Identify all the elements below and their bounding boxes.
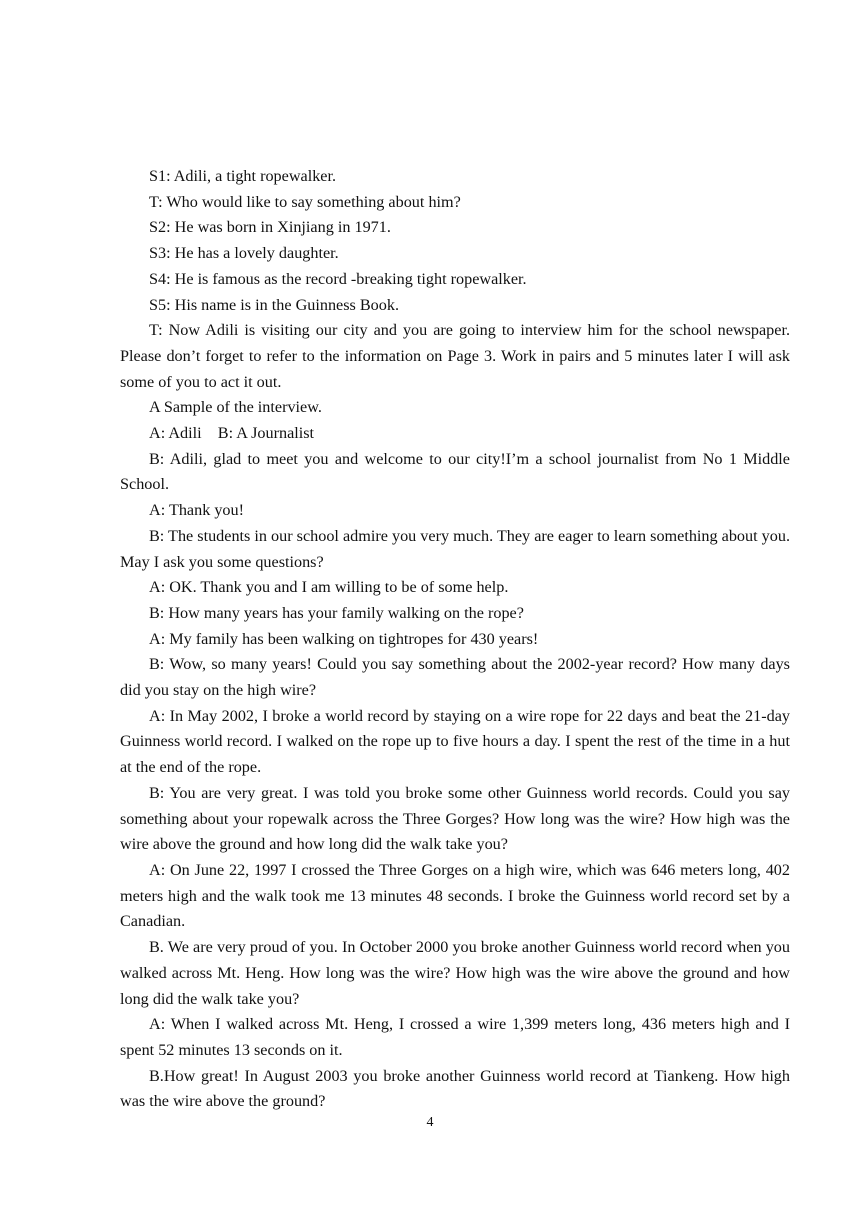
paragraph: B.How great! In August 2003 you broke another Guinness world record at Tiankeng. How high was the wire above the ground? <box>120 1066 790 1111</box>
paragraph: B: How many years has your family walking on the rope? <box>149 603 524 622</box>
paragraph: A: My family has been walking on tightropes for 430 years! <box>149 629 539 648</box>
paragraph: A: When I walked across Mt. Heng, I crossed a wire 1,399 meters long, 436 meters high and I spent 52 minutes 13 seconds on it. <box>120 1015 790 1059</box>
paragraph: S5: His name is in the Guinness Book. <box>149 295 400 314</box>
paragraph: S2: He was born in Xinjiang in 1971. <box>149 218 391 237</box>
paragraph: S3: He has a lovely daughter. <box>149 244 339 263</box>
paragraph: B: Adili, glad to meet you and welcome to our city!I’m a school journalist from No 1 Middle School. <box>120 449 790 494</box>
paragraph: A: In May 2002, I broke a world record by staying on a wire rope for 22 days and beat the 21-day Guinness world record. I walked on the rope up to five hours a day. I spent the rest of the time in a hut at the end of the rope. <box>120 706 790 777</box>
paragraph: A: OK. Thank you and I am willing to be of some help. <box>149 578 509 597</box>
paragraph: B: You are very great. I was told you broke some other Guinness world records. Could you say something about your ropewalk across the Three Gorges? How long was the wire? How high was the wire above the ground and how long did the walk take you? <box>120 783 790 854</box>
paragraph: B: The students in our school admire you very much. They are eager to learn something about you. May I ask you some questions? <box>120 526 790 571</box>
paragraph: T: Now Adili is visiting our city and you are going to interview him for the school newspaper. Please don’t forget to refer to the information on Page 3. Work in pairs and 5 minutes later I will ask some of you to act it out. <box>120 321 790 391</box>
paragraph: B. We are very proud of you. In October 2000 you broke another Guinness world record when you walked across Mt. Heng. How long was the wire? How high was the wire above the ground and how long did the walk take you? <box>120 938 790 1008</box>
paragraph: S1: Adili, a tight ropewalker. <box>149 167 337 185</box>
paragraph: A Sample of the interview. <box>149 398 322 417</box>
paragraph: T: Who would like to say something about him? <box>149 192 461 211</box>
paragraph: A: On June 22, 1997 I crossed the Three Gorges on a high wire, which was 646 meters long, 402 meters high and the walk took me 13 minutes 48 seconds. I broke the Guinness world record set by a Canadian. <box>120 860 790 931</box>
paragraph: B: Wow, so many years! Could you say something about the 2002-year record? How many days did you stay on the high wire? <box>120 655 790 700</box>
page-number: 4 <box>426 1115 434 1130</box>
paragraph: A: Adili B: A Journalist <box>149 424 315 443</box>
paragraph: A: Thank you! <box>149 501 245 520</box>
paragraph: S4: He is famous as the record -breaking tight ropewalker. <box>149 269 527 288</box>
document-body <box>120 164 790 1115</box>
